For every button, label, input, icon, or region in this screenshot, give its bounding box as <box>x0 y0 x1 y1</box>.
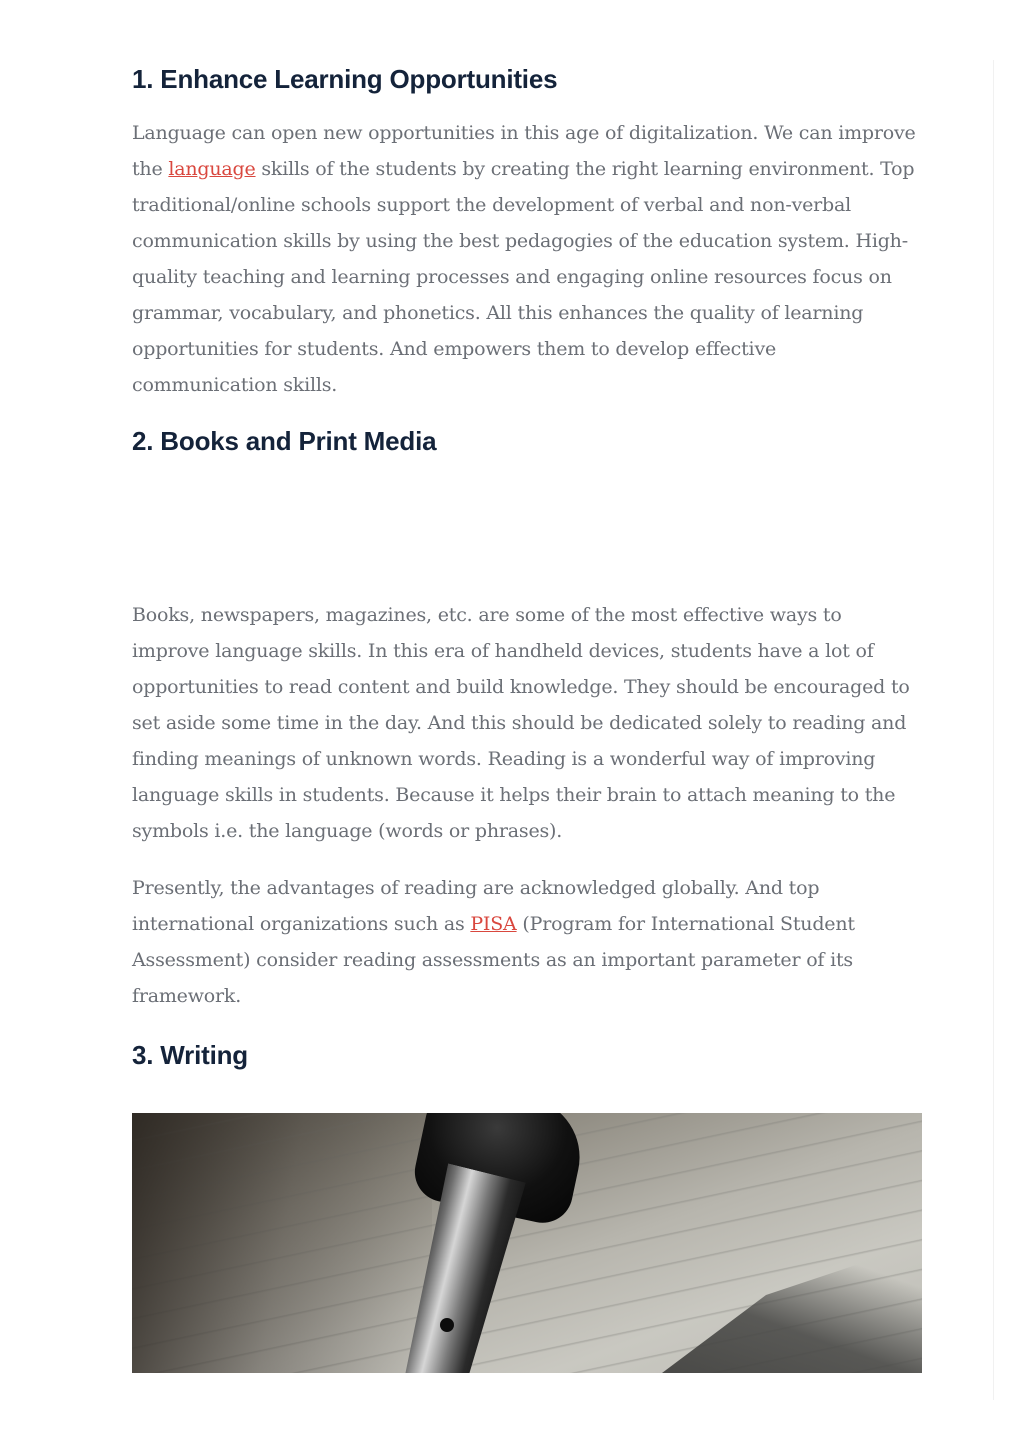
text-segment: skills of the students by creating the right learning environment. Top traditional/online schools support the development of verbal and non-verbal communication skills by using the best pedagogies of the education system. High-quality teaching and learning processes and engaging online resources focus on grammar, vocabulary, and phonetics. All this enhances the quality of learning opportunities for students. And empowers them to develop effective communication skills. <box>132 158 915 396</box>
paragraph-reading-advantages <box>132 870 922 1014</box>
text-segment: Language can open new opportunities in this age of digitalization. We can improve the <box>132 122 916 180</box>
paragraph-enhance-learning <box>132 115 922 403</box>
image-placeholder <box>132 462 922 597</box>
nib-breather-hole <box>440 1318 454 1332</box>
page-edge <box>993 60 994 1400</box>
link-pisa[interactable]: PISA <box>470 913 517 935</box>
link-language[interactable]: language <box>168 158 256 180</box>
fountain-pen-photo <box>132 1113 922 1373</box>
text-segment: Presently, the advantages of reading are acknowledged globally. And top international organizations such as <box>132 877 820 935</box>
section-heading-writing: 3. Writing <box>132 1040 248 1070</box>
section-heading-books-print-media: 2. Books and Print Media <box>132 426 437 456</box>
paragraph-books-print-media: Books, newspapers, magazines, etc. are some of the most effective ways to improve language skills. In this era of handheld devices, students have a lot of opportunities to read content and build knowledge. They should be encouraged to set aside some time in the day. And this should be dedicated solely to reading and finding meanings of unknown words. Reading is a wonderful way of improving language skills in students. Because it helps their brain to attach meaning to the symbols i.e. the language (words or phrases). <box>132 604 910 842</box>
text-segment: (Program for International Student Assessment) consider reading assessments as an important parameter of its framework. <box>132 913 855 1007</box>
section-heading-enhance-learning: 1. Enhance Learning Opportunities <box>132 64 558 94</box>
article-content <box>132 58 922 1373</box>
photo-shade <box>132 1113 432 1373</box>
